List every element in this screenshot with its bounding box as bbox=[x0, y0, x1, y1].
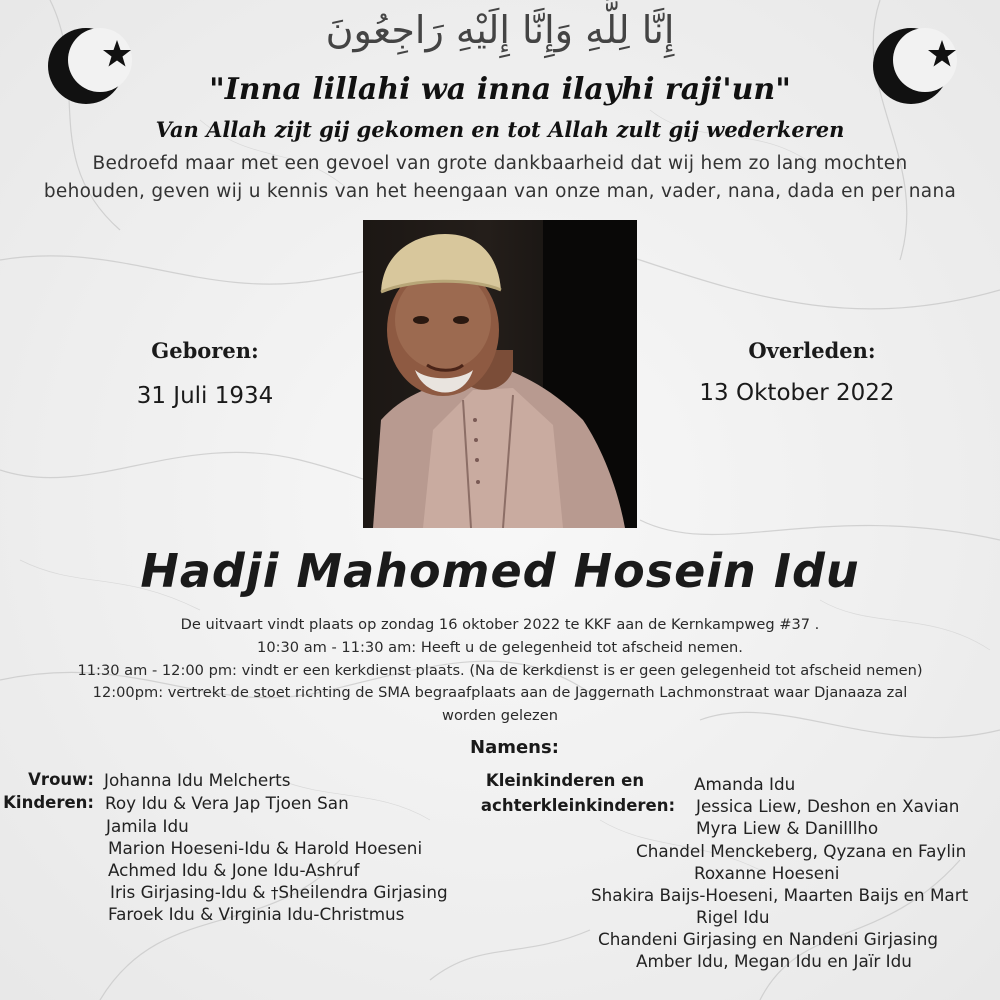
child-name: Jamila Idu bbox=[106, 816, 189, 836]
grandchild-name: Myra Liew & Danilllho bbox=[696, 818, 879, 838]
transliteration: "Inna lillahi wa inna ilayhi raji'un" bbox=[209, 72, 791, 107]
deceased-child-name: Sheilendra Girjasing bbox=[278, 882, 448, 902]
translation: Van Allah zijt gij gekomen en tot Allah zult gij wederkeren bbox=[155, 117, 845, 142]
grandchild-name: Roxanne Hoeseni bbox=[694, 863, 840, 883]
grandchild-name: Amber Idu, Megan Idu en Jaïr Idu bbox=[636, 951, 912, 971]
grandchild-name: Chandeni Girjasing en Nandeni Girjasing bbox=[598, 929, 939, 949]
child-name: Faroek Idu & Virginia Idu-Christmus bbox=[108, 904, 405, 924]
grandchild-name: Jessica Liew, Deshon en Xavian bbox=[696, 796, 960, 816]
deceased-name: Hadji Mahomed Hosein Idu bbox=[140, 544, 860, 598]
child-name-part: Iris Girjasing-Idu & bbox=[110, 882, 271, 902]
grandchildren-label-1: Kleinkinderen en bbox=[485, 771, 645, 790]
death-label: Overleden: bbox=[748, 338, 876, 363]
grandchild-name: Shakira Baijs-Hoeseni, Maarten Baijs en Mart bbox=[591, 885, 969, 905]
funeral-info bbox=[0, 614, 1000, 728]
child-name: Roy Idu & Vera Jap Tjoen San bbox=[105, 793, 349, 813]
grandchild-name: Chandel Menckeberg, Qyzana en Faylin bbox=[636, 841, 967, 861]
child-name: Achmed Idu & Jone Idu-Ashruf bbox=[108, 860, 360, 880]
children-label: Kinderen: bbox=[3, 793, 94, 812]
child-name: Marion Hoeseni-Idu & Harold Hoeseni bbox=[108, 838, 423, 858]
birth-date: 31 Juli 1934 bbox=[136, 383, 274, 409]
namens-label: Namens: bbox=[470, 737, 559, 758]
intro-line-1: Bedroefd maar met een gevoel van grote dankbaarheid dat wij hem zo lang mochten bbox=[92, 153, 908, 174]
wife-name: Johanna Idu Melcherts bbox=[104, 770, 291, 790]
birth-label: Geboren: bbox=[151, 338, 259, 363]
funeral-line: 10:30 am - 11:30 am: Heeft u de gelegenheid tot afscheid nemen. bbox=[257, 638, 743, 656]
wife-label: Vrouw: bbox=[28, 770, 94, 789]
arabic-verse: إِنَّا لِلَّهِ وَإِنَّا إِلَيْهِ رَاجِعُونَ bbox=[325, 8, 675, 52]
grandchildren-label-2: achterkleinkinderen: bbox=[480, 796, 676, 815]
grandchild-name: Amanda Idu bbox=[694, 774, 796, 794]
intro-line-2: behouden, geven wij u kennis van het heengaan van onze man, vader, nana, dada en per nana bbox=[43, 181, 957, 202]
funeral-line: 12:00pm: vertrekt de stoet richting de SMA begraafplaats aan de Jaggernath Lachmonstraat waar Djanaaza zal bbox=[92, 684, 908, 702]
funeral-line: 11:30 am - 12:00 pm: vindt er een kerkdienst plaats. (Na de kerkdienst is er geen gelegenheid tot afscheid nemen) bbox=[77, 661, 923, 679]
deceased-mark-icon: † bbox=[270, 884, 279, 902]
death-date: 13 Oktober 2022 bbox=[699, 380, 895, 406]
portrait-photo bbox=[363, 220, 637, 528]
child-name bbox=[110, 882, 448, 902]
grandchild-name: Rigel Idu bbox=[696, 907, 770, 927]
funeral-line: De uitvaart vindt plaats op zondag 16 oktober 2022 te KKF aan de Kernkampweg #37 . bbox=[180, 616, 820, 633]
funeral-line: worden gelezen bbox=[442, 707, 558, 725]
